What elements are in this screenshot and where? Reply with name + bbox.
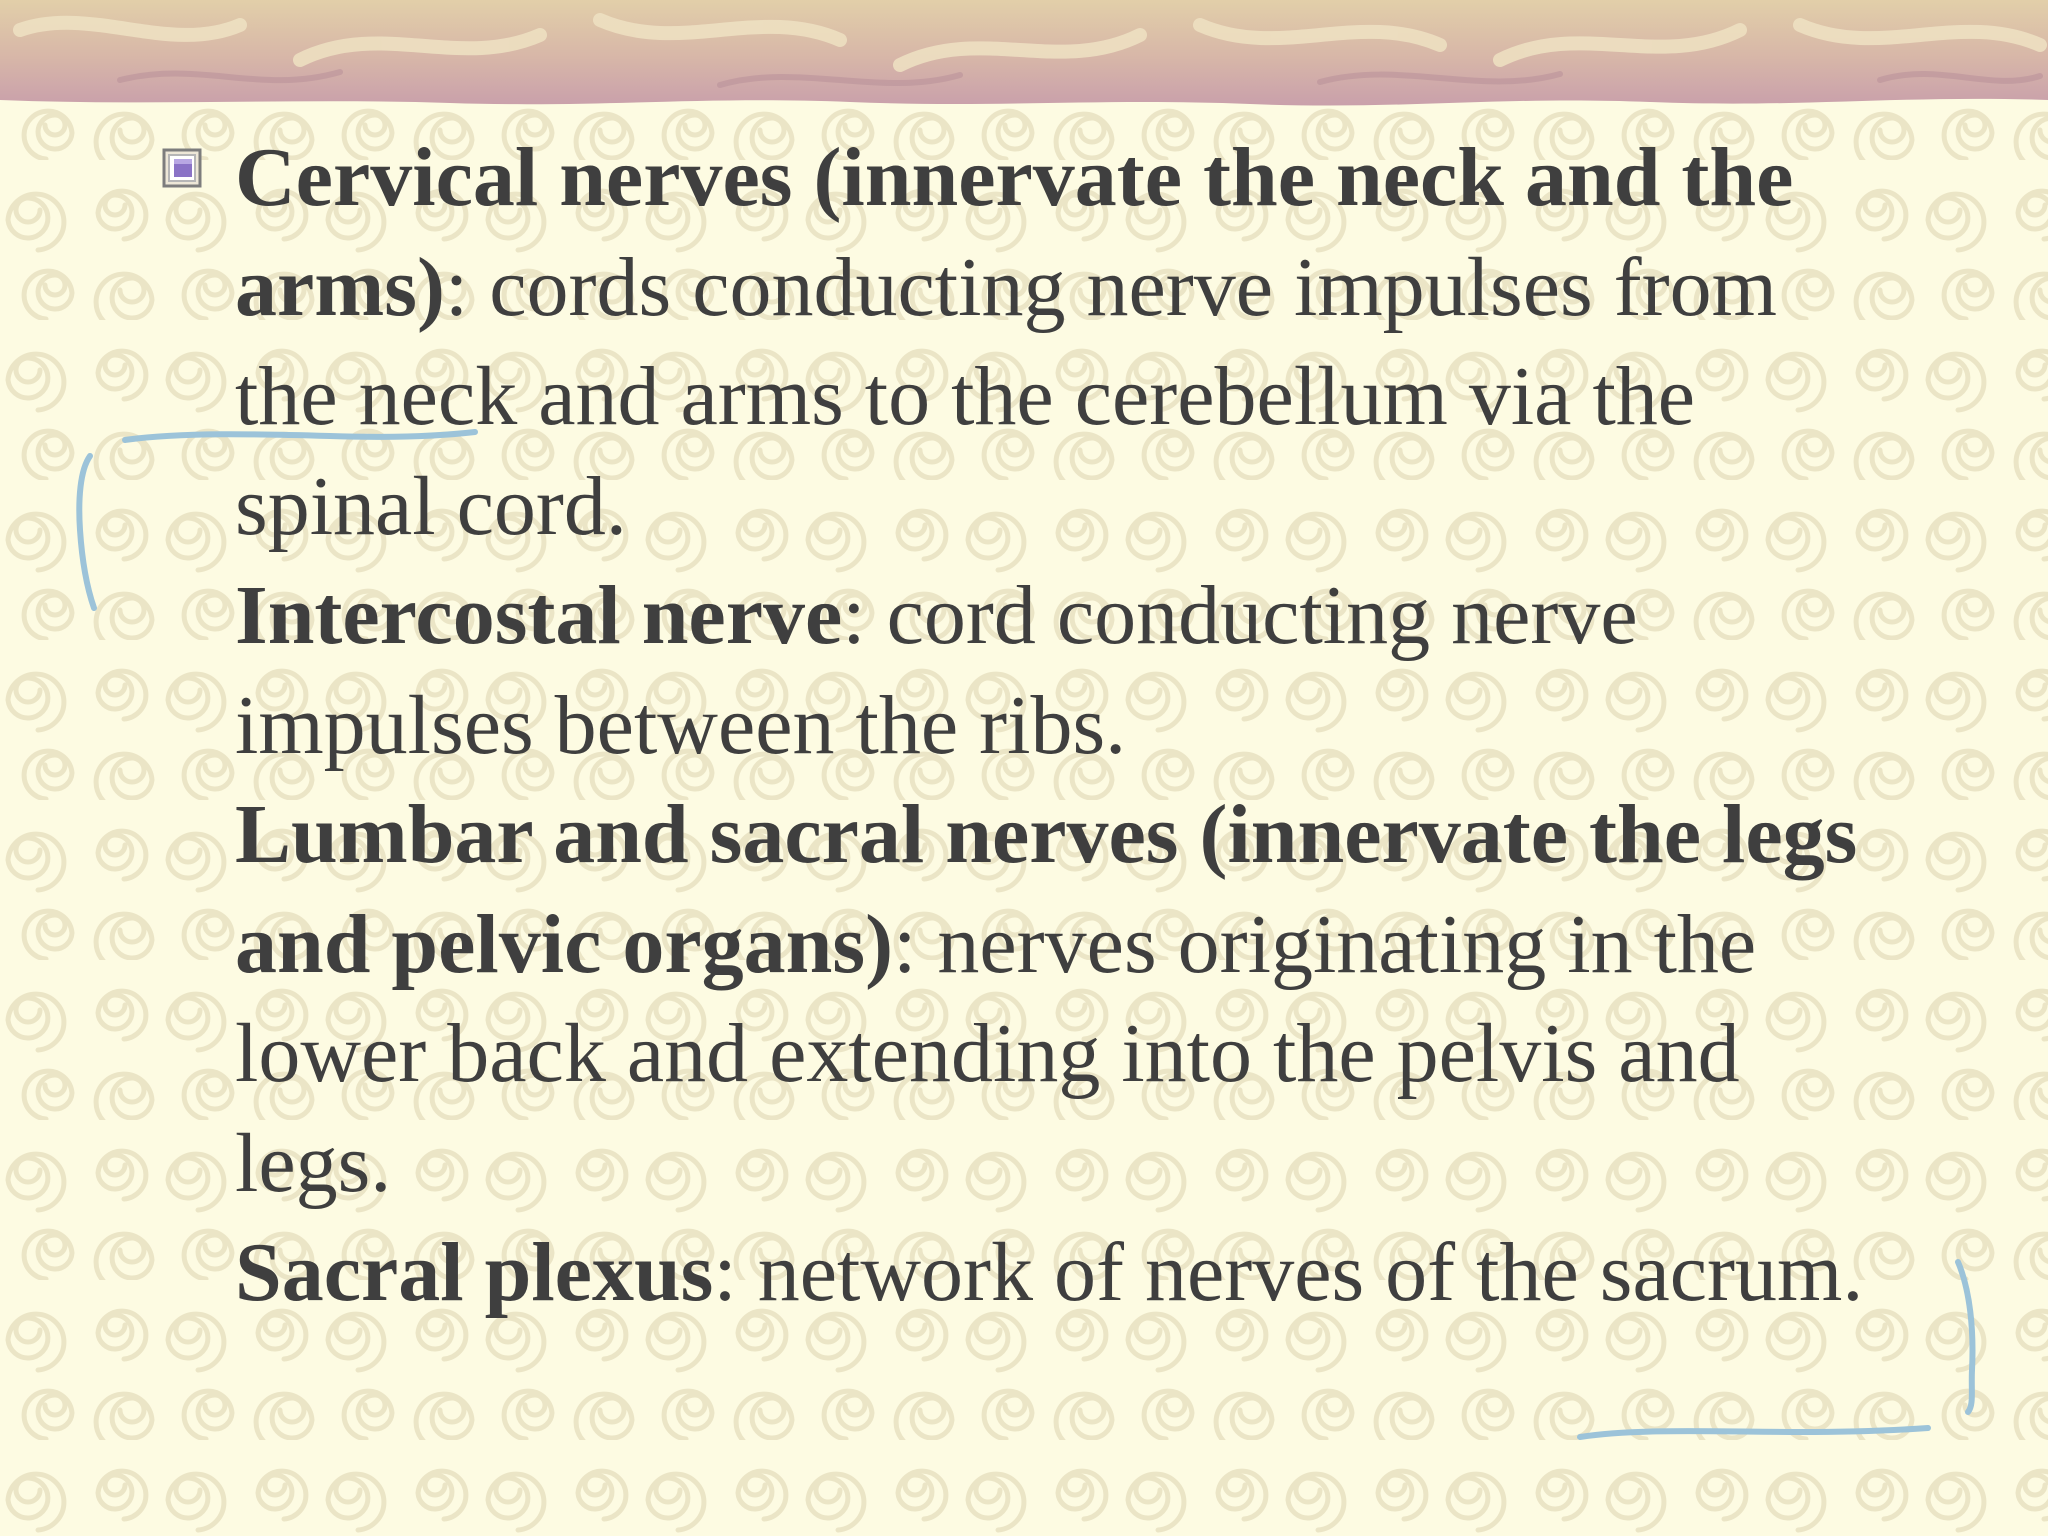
entry-cervical-nerves <box>235 123 1875 561</box>
entry-intercostal-nerve <box>235 561 1875 780</box>
definition-intercostal-nerve: : cord conducting nerve impulses between the ribs. <box>235 569 1638 772</box>
definition-sacral-plexus: : network of nerves of the sacrum. <box>713 1226 1864 1319</box>
definition-lumbar-sacral-nerves: : nerves originating in the lower back and extending into the pelvis and legs. <box>235 897 1757 1210</box>
term-cervical-nerves: Cervical nerves (innervate the neck and the arms) <box>235 131 1794 334</box>
slide-body-text <box>235 123 1875 1328</box>
term-lumbar-sacral-nerves: Lumbar and sacral nerves (innervate the legs and pelvic organs) <box>235 788 1858 991</box>
entry-sacral-plexus <box>235 1218 1875 1328</box>
entry-lumbar-sacral-nerves <box>235 780 1875 1218</box>
term-intercostal-nerve: Intercostal nerve <box>235 569 843 662</box>
definition-cervical-nerves: : cords conducting nerve impulses from the neck and arms to the cerebellum via the spinal cord. <box>235 240 1777 553</box>
square-bullet-icon <box>160 146 206 192</box>
term-sacral-plexus: Sacral plexus <box>235 1226 714 1319</box>
decorative-top-banner <box>0 0 2048 120</box>
